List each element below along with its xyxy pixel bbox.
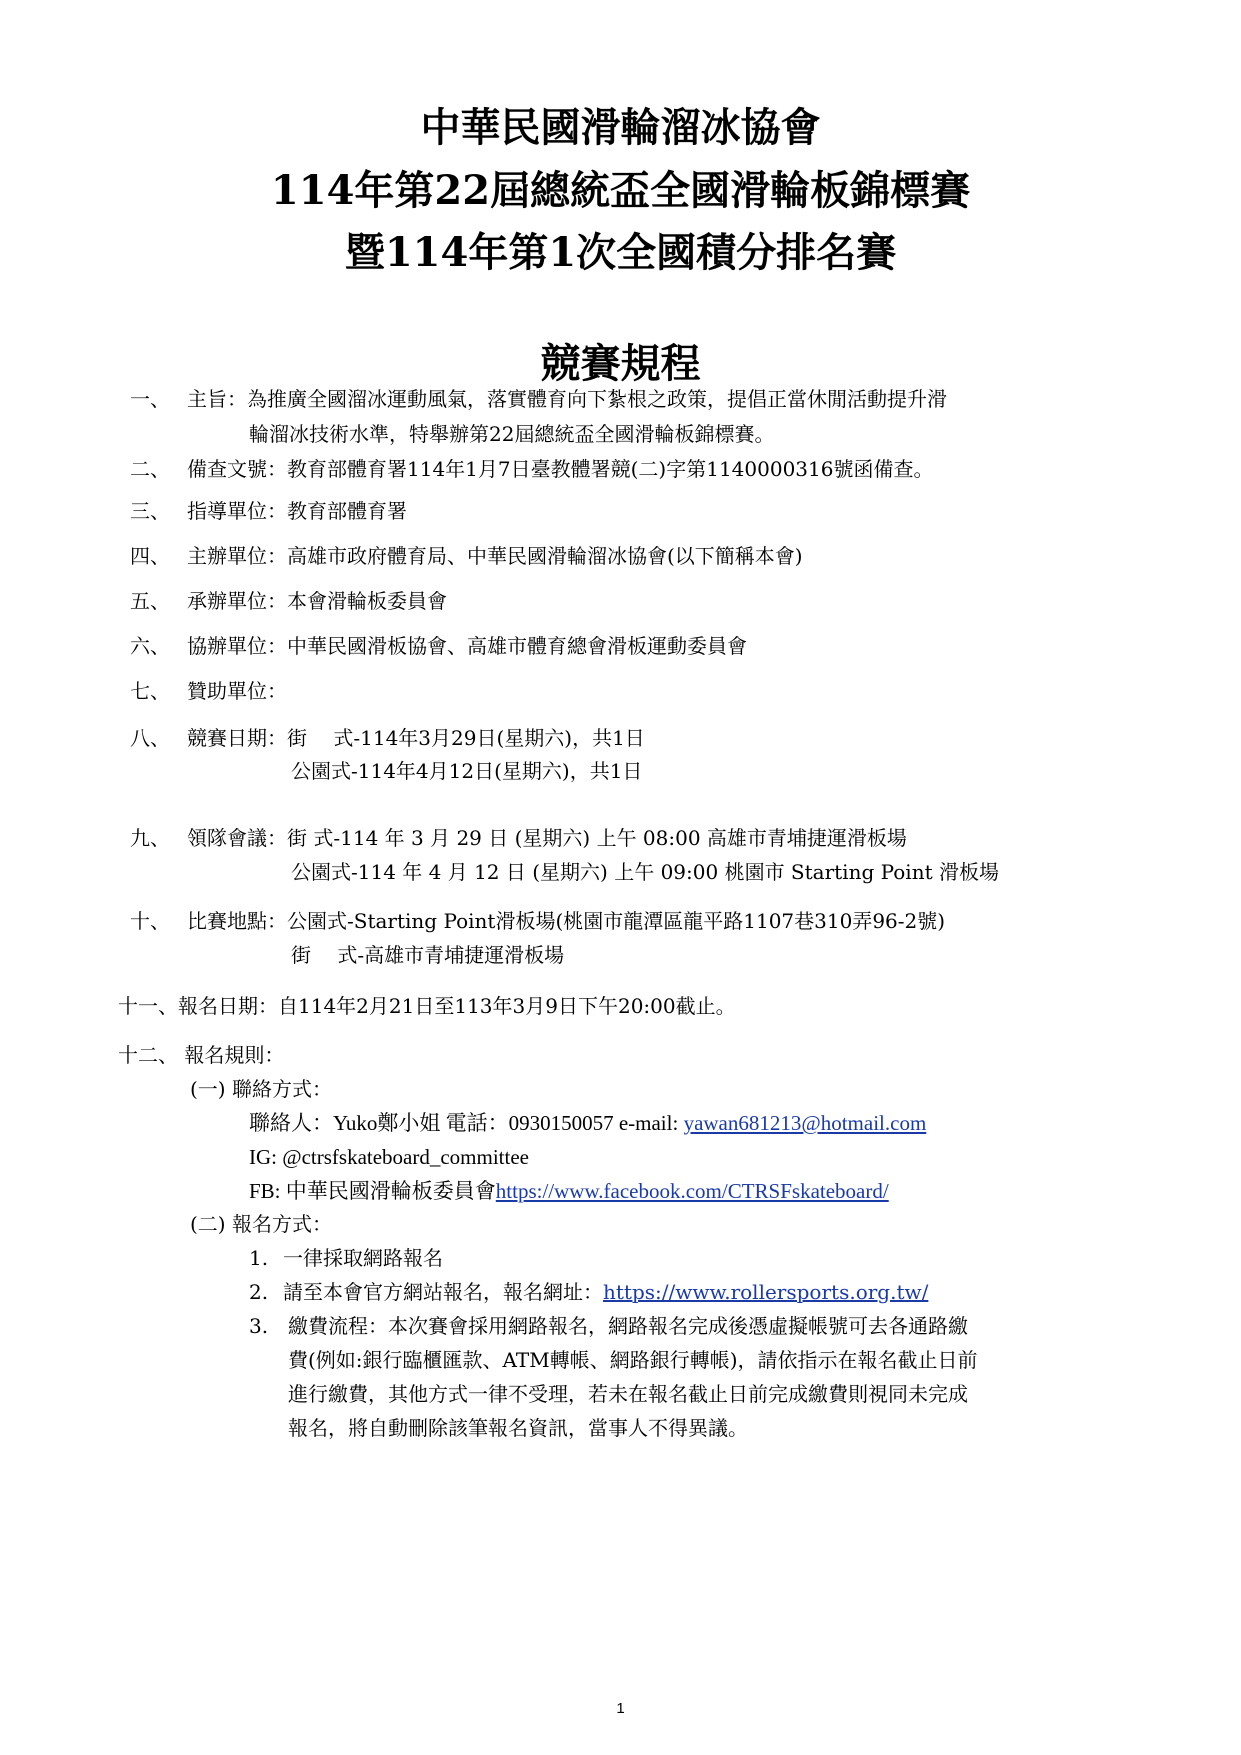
- section-6-co-organizer: 協辦單位：中華民國滑板協會、高雄市體育總會滑板運動委員會: [187, 634, 747, 658]
- event-title: 114年第22屆總統盃全國滑輪板錦標賽: [270, 167, 971, 214]
- method-item-3-line-3: 進行繳費，其他方式一律不受理，若未在報名截止日前完成繳費則視同未完成: [288, 1382, 968, 1406]
- document-title: 競賽規程: [540, 340, 701, 387]
- method-item-3-line-2: 費(例如:銀行臨櫃匯款、ATM轉帳、網路銀行轉帳)，請依指示在報名截止日前: [288, 1348, 978, 1372]
- section-12-method-heading: (二) 報名方式：: [190, 1212, 332, 1236]
- method-item-3-line-1: 繳費流程：本次賽會採用網路報名，網路報名完成後憑虛擬帳號可去各通路繳: [288, 1314, 968, 1338]
- section-7-number: 七、: [130, 679, 170, 703]
- page-number: 1: [616, 1700, 625, 1717]
- section-11-registration-dates: 十一、報名日期：自114年2月21日至113年3月9日下午20:00截止。: [118, 994, 736, 1018]
- section-10-venue-street: 街 式-高雄市青埔捷運滑板場: [291, 943, 565, 967]
- contact-info: [249, 1109, 926, 1137]
- section-10-number: 十、: [130, 909, 170, 933]
- instagram-handle: IG: @ctrsfskateboard_committee: [249, 1145, 529, 1169]
- section-10-venue: 比賽地點：公園式-Starting Point滑板場(桃園市龍潭區龍平路1107巷310弄96-2號): [187, 909, 946, 933]
- section-9-number: 九、: [130, 826, 170, 850]
- organization-title: 中華民國滑輪溜冰協會: [420, 104, 821, 151]
- section-5-number: 五、: [130, 589, 170, 613]
- section-3-supervisor: 指導單位：教育部體育署: [187, 499, 407, 523]
- section-9-meeting-park: 公園式-114 年 4 月 12 日 (星期六) 上午 09:00 桃園市 Starting Point 滑板場: [291, 860, 999, 884]
- method-item-3-number: 3.: [249, 1314, 269, 1338]
- section-8-dates-park: 公園式-114年4月12日(星期六)，共1日: [291, 759, 643, 783]
- contact-email-link[interactable]: yawan681213@hotmail.com: [683, 1111, 927, 1135]
- section-12-contact-heading: (一) 聯絡方式：: [190, 1077, 332, 1101]
- registration-website-link[interactable]: https://www.rollersports.org.tw/: [603, 1280, 929, 1304]
- facebook-link[interactable]: https://www.facebook.com/CTRSFskateboard/: [495, 1179, 889, 1203]
- method-item-2-number: 2.: [249, 1280, 269, 1304]
- method-item-2-text: 請至本會官方網站報名，報名網址：: [283, 1280, 603, 1304]
- section-6-number: 六、: [130, 634, 170, 658]
- section-12-registration-rules: 十二、 報名規則：: [118, 1043, 285, 1067]
- event-subtitle: 暨114年第1次全國積分排名賽: [344, 229, 897, 276]
- method-item-1: 一律採取網路報名: [283, 1246, 443, 1270]
- section-1-purpose-cont: 輪溜冰技術水準，特舉辦第22屆總統盃全國滑輪板錦標賽。: [249, 422, 775, 446]
- section-4-organizer: 主辦單位：高雄市政府體育局、中華民國滑輪溜冰協會(以下簡稱本會): [187, 544, 803, 568]
- section-3-number: 三、: [130, 499, 170, 523]
- section-2-reference: 備查文號：教育部體育署114年1月7日臺教體署競(二)字第1140000316號函備查。: [187, 457, 934, 481]
- facebook-label: FB: 中華民國滑輪板委員會: [249, 1179, 496, 1203]
- section-7-sponsor: 贊助單位：: [187, 679, 287, 703]
- section-4-number: 四、: [130, 544, 170, 568]
- method-item-1-number: 1.: [249, 1246, 269, 1270]
- contact-info-text: 聯絡人：Yuko鄭小姐 電話：0930150057 e-mail:: [249, 1111, 684, 1135]
- section-8-number: 八、: [130, 726, 170, 750]
- method-item-2: [283, 1278, 928, 1306]
- section-9-meeting: 領隊會議：街 式-114 年 3 月 29 日 (星期六) 上午 08:00 高雄市青埔捷運滑板場: [187, 826, 907, 850]
- section-2-number: 二、: [130, 457, 170, 481]
- method-item-3-line-4: 報名，將自動刪除該筆報名資訊，當事人不得異議。: [288, 1416, 748, 1440]
- section-5-host: 承辦單位：本會滑輪板委員會: [187, 589, 447, 613]
- section-1-number: 一、: [130, 387, 170, 411]
- section-1-purpose: 主旨：為推廣全國溜冰運動風氣，落實體育向下紮根之政策，提倡正當休閒活動提升滑: [187, 387, 947, 411]
- section-8-dates: 競賽日期：街 式-114年3月29日(星期六)，共1日: [187, 726, 645, 750]
- facebook-info: [249, 1177, 889, 1205]
